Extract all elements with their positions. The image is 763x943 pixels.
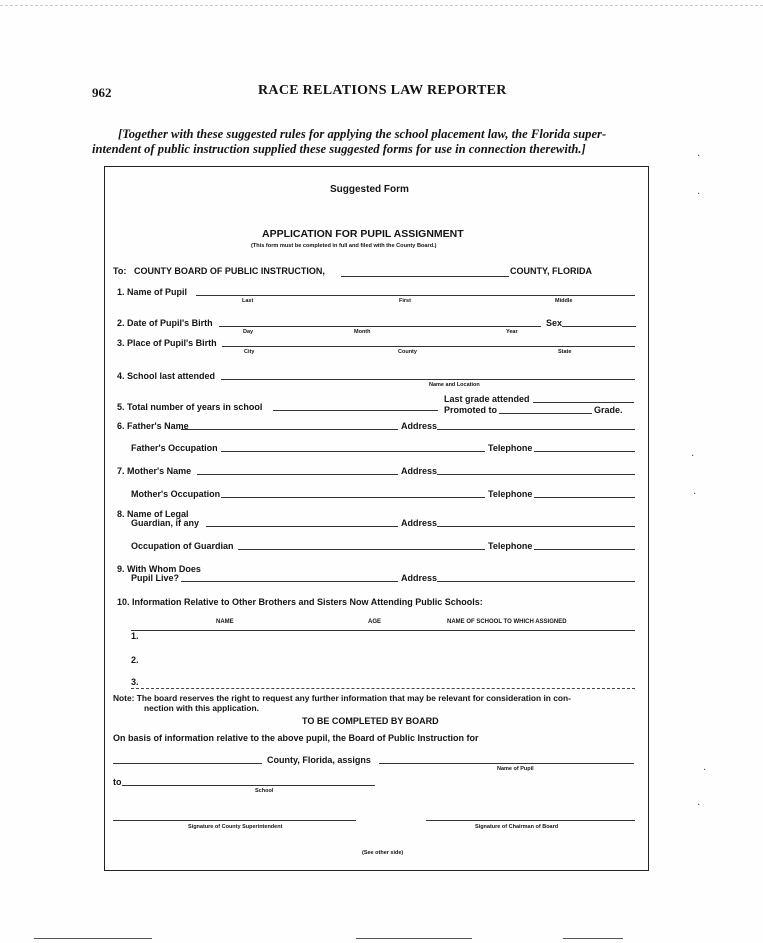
suggested-form-label: Suggested Form	[330, 184, 409, 195]
board-county-field[interactable]	[113, 763, 262, 764]
board-basis-text: On basis of information relative to the above pupil, the Board of Public Instruction for	[113, 733, 479, 743]
pupil-name-sub-first: First	[399, 298, 411, 304]
pupil-name-field[interactable]	[196, 295, 635, 296]
chairman-signature-field[interactable]	[426, 820, 635, 821]
margin-speck: ·	[693, 489, 697, 500]
intro-line-1: [Together with these suggested rules for applying the school placement law, the Florida super-	[118, 127, 607, 141]
page-number: 962	[92, 85, 112, 100]
mother-name-field[interactable]	[197, 474, 398, 475]
lives-with-address-label: Address	[401, 573, 438, 583]
board-pupil-field[interactable]	[379, 763, 634, 764]
lives-with-address-field[interactable]	[437, 581, 635, 582]
guardian-name-field[interactable]	[206, 526, 398, 527]
margin-speck: ·	[697, 189, 701, 200]
school-last-sub: Name and Location	[429, 382, 480, 388]
guardian-telephone-label: Telephone	[488, 541, 533, 551]
pupil-name-label: 1. Name of Pupil	[117, 287, 188, 297]
to-board: COUNTY BOARD OF PUBLIC INSTRUCTION,	[134, 266, 325, 276]
superintendent-signature-field[interactable]	[113, 820, 356, 821]
board-to-label: to	[113, 777, 122, 787]
margin-speck: ·	[697, 800, 701, 811]
siblings-col-name: NAME	[216, 619, 234, 625]
father-name-field[interactable]	[181, 429, 398, 430]
school-last-label: 4. School last attended	[117, 371, 216, 381]
school-last-field[interactable]	[221, 379, 635, 380]
father-address-field[interactable]	[437, 429, 635, 430]
to-suffix: COUNTY, FLORIDA	[510, 266, 592, 276]
mother-address-field[interactable]	[437, 474, 635, 475]
guardian-address-field[interactable]	[437, 526, 635, 527]
siblings-col-age: AGE	[368, 619, 382, 625]
board-assigns-text: County, Florida, assigns	[267, 755, 371, 765]
promoted-label: Promoted to	[444, 405, 497, 415]
siblings-header-rule	[131, 630, 635, 631]
page-top-edge	[0, 5, 763, 6]
father-occupation-label: Father's Occupation	[131, 443, 218, 453]
board-school-field[interactable]	[122, 785, 375, 786]
guardian-occupation-field[interactable]	[238, 549, 485, 550]
father-telephone-label: Telephone	[488, 443, 533, 453]
sibling-row-2: 2.	[131, 655, 139, 665]
siblings-end-rule	[131, 688, 635, 689]
page-bottom-edge	[356, 938, 472, 939]
promoted-field[interactable]	[499, 413, 592, 414]
birth-sub-year: Year	[506, 329, 518, 335]
form-subtitle: (This form must be completed in full and filed with the County Board.)	[251, 243, 437, 249]
father-occupation-field[interactable]	[221, 451, 485, 452]
to-prefix: To:	[113, 266, 127, 276]
grade-label: Grade.	[594, 405, 623, 415]
county-field-line[interactable]	[341, 276, 509, 277]
mother-telephone-label: Telephone	[488, 489, 533, 499]
birth-date-label: 2. Date of Pupil's Birth	[117, 318, 213, 328]
page-bottom-edge	[34, 938, 152, 939]
board-section-heading: TO BE COMPLETED BY BOARD	[302, 716, 439, 726]
siblings-label: 10. Information Relative to Other Brothers and Sisters Now Attending Public Schools:	[117, 597, 483, 607]
years-in-school-field[interactable]	[273, 410, 438, 411]
sibling-row-3: 3.	[131, 677, 139, 687]
mother-address-label: Address	[401, 466, 438, 476]
birth-place-label: 3. Place of Pupil's Birth	[117, 338, 217, 348]
pupil-name-sub-middle: Middle	[555, 298, 573, 304]
birth-sub-month: Month	[354, 329, 371, 335]
lives-with-label-2: Pupil Live?	[131, 573, 180, 583]
guardian-address-label: Address	[401, 518, 438, 528]
mother-occupation-label: Mother's Occupation	[131, 489, 221, 499]
form-footer-note: (See other side)	[362, 850, 404, 856]
sex-label: Sex	[546, 318, 563, 328]
board-school-sub: School	[255, 788, 274, 794]
father-name-label: 6. Father's Name	[117, 421, 189, 431]
last-grade-field[interactable]	[533, 402, 634, 403]
intro-line-2: intendent of public instruction supplied these suggested forms for use in connection therewith.]	[92, 142, 586, 156]
guardian-label-1: 8. Name of Legal	[117, 509, 189, 519]
birth-place-sub-county: County	[398, 349, 417, 355]
superintendent-signature-label: Signature of County Superintendent	[188, 824, 283, 830]
form-title: APPLICATION FOR PUPIL ASSIGNMENT	[262, 228, 464, 240]
years-in-school-label: 5. Total number of years in school	[117, 402, 263, 412]
page-bottom-edge	[563, 938, 623, 939]
last-grade-label: Last grade attended	[444, 394, 530, 404]
lives-with-label-1: 9. With Whom Does	[117, 564, 201, 574]
mother-name-label: 7. Mother's Name	[117, 466, 192, 476]
sex-field[interactable]	[562, 326, 636, 327]
guardian-occupation-label: Occupation of Guardian	[131, 541, 234, 551]
note-line-2: nection with this application.	[144, 703, 259, 713]
birth-place-sub-state: State	[558, 349, 572, 355]
siblings-col-school: NAME OF SCHOOL TO WHICH ASSIGNED	[447, 619, 567, 625]
sibling-row-1: 1.	[131, 631, 139, 641]
mother-telephone-field[interactable]	[534, 497, 635, 498]
guardian-label-2: Guardian, if any	[131, 518, 200, 528]
lives-with-field[interactable]	[181, 581, 398, 582]
father-telephone-field[interactable]	[534, 451, 635, 452]
birth-place-sub-city: City	[244, 349, 255, 355]
pupil-name-sub-last: Last	[242, 298, 254, 304]
birth-sub-day: Day	[243, 329, 254, 335]
margin-speck: ·	[691, 451, 695, 462]
birth-date-field[interactable]	[219, 326, 541, 327]
intro-paragraph	[92, 127, 652, 157]
margin-speck: ·	[703, 765, 707, 776]
note-line-1: Note: The board reserves the right to request any further information that may be relevant for consideration in con-	[113, 693, 571, 703]
father-address-label: Address	[401, 421, 438, 431]
birth-place-field[interactable]	[222, 346, 635, 347]
chairman-signature-label: Signature of Chairman of Board	[475, 824, 559, 830]
board-pupil-sub: Name of Pupil	[497, 766, 534, 772]
running-title: RACE RELATIONS LAW REPORTER	[258, 83, 507, 98]
margin-speck: ·	[697, 151, 701, 162]
mother-occupation-field[interactable]	[221, 497, 485, 498]
guardian-telephone-field[interactable]	[534, 549, 635, 550]
